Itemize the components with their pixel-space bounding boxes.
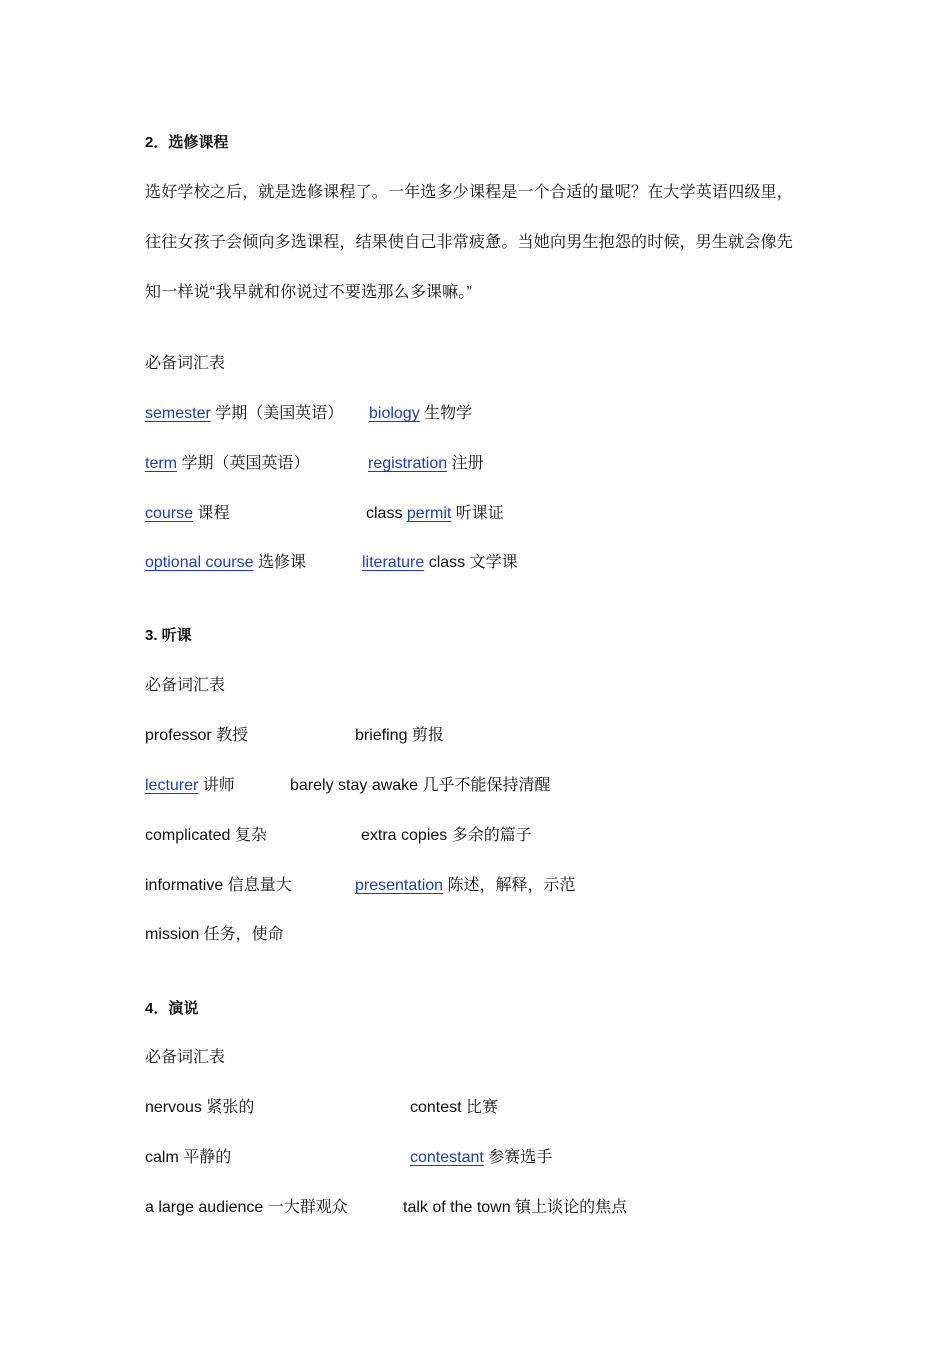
section-heading: 3. 听课 bbox=[145, 627, 192, 644]
vocab-term: mission 任务，使命 bbox=[145, 926, 284, 943]
vocab-term: nervous 紧张的 bbox=[145, 1099, 255, 1116]
vocab-term: informative 信息量大 bbox=[145, 877, 292, 894]
vocab-link[interactable]: contestant bbox=[410, 1149, 484, 1166]
vocab-term: class permit 听课证 bbox=[366, 505, 504, 522]
vocab-title: 必备词汇表 bbox=[145, 1049, 226, 1066]
vocab-term: contestant 参赛选手 bbox=[410, 1149, 553, 1166]
vocab-link[interactable]: registration bbox=[368, 455, 448, 472]
vocab-link[interactable]: course bbox=[145, 505, 194, 522]
vocab-term: calm 平静的 bbox=[145, 1149, 232, 1166]
vocab-link[interactable]: permit bbox=[406, 505, 452, 522]
vocab-term: semester 学期（美国英语） bbox=[145, 405, 344, 422]
section-heading: 2．选修课程 bbox=[145, 134, 229, 151]
vocab-term: term 学期（英国英语） bbox=[145, 455, 310, 472]
vocab-term: literature class 文学课 bbox=[362, 554, 518, 571]
vocab-link[interactable]: biology bbox=[369, 405, 420, 422]
vocab-term: lecturer 讲师 bbox=[145, 777, 235, 794]
vocab-link[interactable]: literature bbox=[362, 554, 425, 571]
paragraph-line: 往往女孩子会倾向多选课程，结果使自己非常疲惫。当她向男生抱怨的时候，男生就会像先 bbox=[145, 234, 794, 251]
vocab-term: barely stay awake 几乎不能保持清醒 bbox=[290, 777, 551, 794]
vocab-link[interactable]: semester bbox=[145, 405, 211, 422]
vocab-term: a large audience 一大群观众 bbox=[145, 1199, 348, 1216]
vocab-link[interactable]: lecturer bbox=[145, 777, 199, 794]
vocab-term: professor 教授 bbox=[145, 727, 249, 744]
vocab-term: course 课程 bbox=[145, 505, 230, 522]
section-heading: 4．演说 bbox=[145, 1000, 199, 1017]
vocab-term: briefing 剪报 bbox=[355, 727, 444, 744]
paragraph-line: 知一样说“我早就和你说过不要选那么多课嘛。” bbox=[145, 284, 473, 301]
vocab-term: registration 注册 bbox=[368, 455, 484, 472]
vocab-term: optional course 选修课 bbox=[145, 554, 306, 571]
vocab-term: contest 比赛 bbox=[410, 1099, 499, 1116]
vocab-title: 必备词汇表 bbox=[145, 677, 226, 694]
vocab-title: 必备词汇表 bbox=[145, 355, 226, 372]
vocab-link[interactable]: optional course bbox=[145, 554, 254, 571]
vocab-term: presentation 陈述，解释，示范 bbox=[355, 877, 576, 894]
vocab-link[interactable]: term bbox=[145, 455, 177, 472]
vocab-term: biology 生物学 bbox=[369, 405, 473, 422]
vocab-link[interactable]: presentation bbox=[355, 877, 444, 894]
paragraph-line: 选好学校之后，就是选修课程了。一年选多少课程是一个合适的量呢？在大学英语四级里， bbox=[145, 184, 794, 201]
vocab-term: talk of the town 镇上谈论的焦点 bbox=[403, 1199, 628, 1216]
vocab-term: complicated 复杂 bbox=[145, 827, 267, 844]
vocab-term: extra copies 多余的篇子 bbox=[361, 827, 532, 844]
